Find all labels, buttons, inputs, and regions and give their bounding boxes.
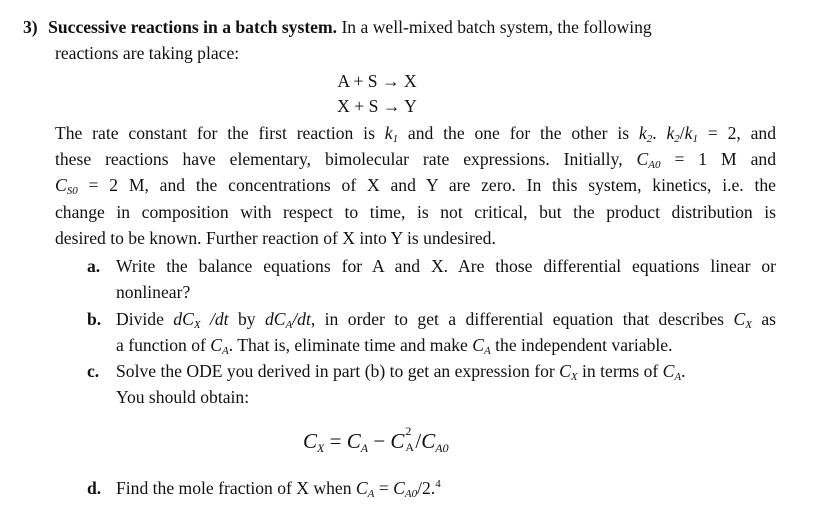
reaction-2: X + S → Y bbox=[337, 96, 417, 116]
result-equation: $C_X = C_A - C$ 2 A $/C_{A0}$ bbox=[303, 424, 449, 455]
problem-intro-2: reactions are taking place: bbox=[55, 43, 240, 63]
item-b-line-1: Divide $dC_X$ /dt by $dC_A/dt$, in order to get a differential equation that describes $C_X$ as bbox=[116, 309, 776, 331]
item-d-line-1: Find the mole fraction of X when $C_A = C_{A0}/2.^4$ bbox=[116, 478, 441, 500]
item-c-line-1: Solve the ODE you derived in part (b) to get an expression for $C_X$ in terms of $C_A$. bbox=[116, 361, 686, 383]
item-c-label: c. bbox=[87, 361, 100, 381]
problem-number: 3) bbox=[23, 17, 38, 37]
paragraph-line-1: The rate constant for the first reaction is $k_1$ and the one for the other is $k_2$. $k_2/k_1 = 2$, and bbox=[55, 123, 777, 145]
reaction-1: A + S → X bbox=[337, 71, 417, 91]
item-b-label: b. bbox=[87, 309, 102, 329]
paragraph-line-5: desired to be known. Further reaction of X into Y is undesired. bbox=[55, 228, 496, 248]
paragraph-line-2: these reactions have elementary, bimolecular rate expressions. Initially, $C_{A0} = 1$ M and bbox=[55, 149, 777, 171]
item-a-line-1: Write the balance equations for A and X. Are those differential equations linear or bbox=[116, 256, 776, 276]
problem-intro-1: In a well-mixed batch system, the following bbox=[341, 17, 652, 37]
item-c-line-2: You should obtain: bbox=[116, 387, 250, 407]
item-d-label: d. bbox=[87, 478, 102, 498]
problem-heading bbox=[23, 16, 776, 38]
item-a-label: a. bbox=[87, 256, 101, 276]
problem-title: Successive reactions in a batch system. bbox=[48, 17, 338, 37]
paragraph-line-4: change in composition with respect to time, is not critical, but the product distribution is bbox=[55, 202, 776, 222]
item-b-line-2: a function of $C_A$. That is, eliminate time and make $C_A$ the independent variable. bbox=[116, 335, 673, 357]
paragraph-line-3: $C_{S0} = 2$ M, and the concentrations of X and Y are zero. In this system, kinetics, i.e. the bbox=[55, 175, 776, 197]
footnote-marker: 4 bbox=[435, 478, 441, 490]
item-a-line-2: nonlinear? bbox=[116, 282, 191, 302]
